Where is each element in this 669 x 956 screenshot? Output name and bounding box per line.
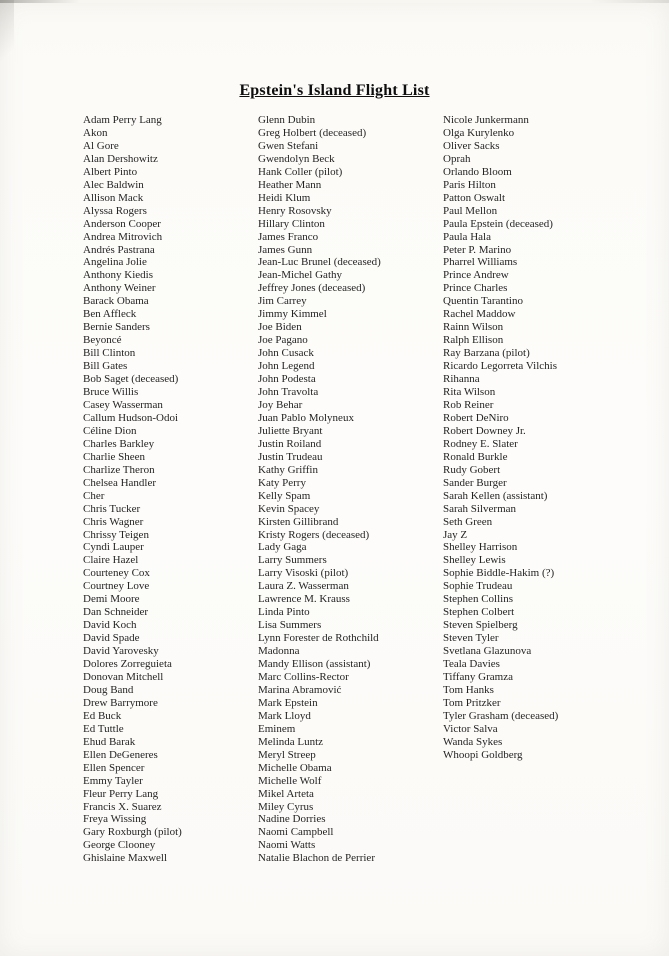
name-column-2 [258,114,443,865]
list-item: Oliver Sacks [443,139,500,152]
list-item: Drew Barrymore [83,696,158,709]
list-item: Bill Clinton [83,347,136,360]
list-item: Naomi Watts [258,839,316,852]
list-item: Andrés Pastrana [83,243,155,256]
list-item: Peter P. Marino [443,243,512,256]
list-item: Stephen Collins [443,593,513,606]
list-item: Alan Dershowitz [83,152,158,165]
list-item: Oprah [443,152,471,165]
list-item: Marc Collins-Rector [258,670,349,683]
list-item: Tyler Grasham (deceased) [443,709,559,722]
list-item: Steven Spielberg [443,619,518,632]
list-item: Kristy Rogers (deceased) [258,528,370,541]
list-item: Ellen DeGeneres [83,748,158,761]
list-item: Freya Wissing [83,813,147,826]
list-item: Juan Pablo Molyneux [258,411,354,424]
list-item: Prince Charles [443,282,508,295]
list-item: Sarah Silverman [443,502,517,515]
list-item: Chris Wagner [83,515,144,528]
list-item: David Yarovesky [83,645,159,658]
list-item: Chris Tucker [83,502,141,515]
list-item: Jean-Luc Brunel (deceased) [258,256,381,269]
list-item: Jean-Michel Gathy [258,269,342,282]
list-item: Chrissy Teigen [83,528,149,541]
list-item: Kirsten Gillibrand [258,515,339,528]
list-item: Dan Schneider [83,606,149,619]
list-item: Albert Pinto [83,165,138,178]
list-item: Michelle Obama [258,761,332,774]
list-item: Henry Rosovsky [258,204,332,217]
list-item: Beyoncé [83,334,122,347]
list-item: Gary Roxburgh (pilot) [83,826,182,839]
list-item: Kelly Spam [258,489,311,502]
list-item: Ralph Ellison [443,334,504,347]
list-item: Jay Z [443,528,468,541]
list-item: Olga Kurylenko [443,126,515,139]
list-item: Ghislaine Maxwell [83,852,168,865]
list-item: Shelley Harrison [443,541,518,554]
list-item: Miley Cyrus [258,800,314,813]
list-item: Shelley Lewis [443,554,506,567]
list-item: Pharrel Williams [443,256,518,269]
list-item: Laura Z. Wasserman [258,580,349,593]
list-item: Joy Behar [258,398,303,411]
list-item: Paul Mellon [443,204,498,217]
list-item: Nadine Dorries [258,813,326,826]
list-item: Charlize Theron [83,463,155,476]
list-item: Patton Oswalt [443,191,506,204]
list-item: Rainn Wilson [443,321,504,334]
name-columns [83,114,669,865]
list-item: Melinda Luntz [258,735,324,748]
list-item: Rodney E. Slater [443,437,518,450]
list-item: Prince Andrew [443,269,509,282]
list-item: Cyndi Lauper [83,541,144,554]
list-item: Stephen Colbert [443,606,515,619]
list-item: Naomi Campbell [258,826,334,839]
list-item: Charles Barkley [83,437,155,450]
list-item: Alec Baldwin [83,178,144,191]
list-item: Ray Barzana (pilot) [443,347,530,360]
list-item: Cher [83,489,105,502]
list-item: Ed Tuttle [83,722,124,735]
list-item: Victor Salva [443,722,498,735]
list-item: Courtney Love [83,580,150,593]
list-item: Robert Downey Jr. [443,424,526,437]
list-item: Teala Davies [443,658,500,671]
list-item: Adam Perry Lang [83,114,162,126]
list-item: Gwendolyn Beck [258,152,335,165]
list-item: Lisa Summers [258,619,322,632]
list-item: Jimmy Kimmel [258,308,327,321]
list-item: Hank Coller (pilot) [258,165,343,178]
list-item: John Legend [258,360,315,373]
list-item: Tiffany Gramza [443,670,513,683]
list-item: Marina Abramović [258,683,342,696]
list-item: Sarah Kellen (assistant) [443,489,548,502]
list-item: Andrea Mitrovich [83,230,163,243]
list-item: Nicole Junkermann [443,114,529,126]
list-item: Natalie Blachon de Perrier [258,852,375,865]
list-item: Akon [83,126,108,139]
list-item: Juliette Bryant [258,424,323,437]
list-item: Ed Buck [83,709,122,722]
list-item: Mandy Ellison (assistant) [258,658,371,671]
list-item: Michelle Wolf [258,774,322,787]
list-item: Rudy Gobert [443,463,501,476]
list-item: Al Gore [83,139,119,152]
list-item: Callum Hudson-Odoi [83,411,179,424]
list-item: Sophie Biddle-Hakim (?) [443,567,555,580]
list-item: Rihanna [443,373,480,386]
list-item: Kevin Spacey [258,502,320,515]
list-item: Justin Trudeau [258,450,323,463]
list-item: Bob Saget (deceased) [83,373,179,386]
list-item: John Travolta [258,386,319,399]
list-item: Katy Perry [258,476,306,489]
list-item: Sophie Trudeau [443,580,513,593]
list-item: Seth Green [443,515,493,528]
list-item: Charlie Sheen [83,450,146,463]
list-item: Tom Pritzker [443,696,501,709]
list-item: Bruce Willis [83,386,139,399]
list-item: Larry Visoski (pilot) [258,567,349,580]
list-item: Doug Band [83,683,134,696]
list-item: Emmy Tayler [83,774,143,787]
list-item: Meryl Streep [258,748,316,761]
list-item: Kathy Griffin [258,463,318,476]
list-item: Justin Roiland [258,437,322,450]
list-item: Heidi Klum [258,191,311,204]
list-item: Steven Tyler [443,632,499,645]
list-item: Alyssa Rogers [83,204,147,217]
list-item: Bernie Sanders [83,321,150,334]
list-item: Sander Burger [443,476,507,489]
list-item: Fleur Perry Lang [83,787,159,800]
list-item: Ehud Barak [83,735,136,748]
list-item: Rob Reiner [443,398,494,411]
list-item: Ellen Spencer [83,761,145,774]
list-item: Ronald Burkle [443,450,508,463]
list-item: Lady Gaga [258,541,307,554]
list-item: Eminem [258,722,296,735]
list-item: Jeffrey Jones (deceased) [258,282,366,295]
list-item: Gwen Stefani [258,139,319,152]
name-column-3 [443,114,643,865]
list-item: Courteney Cox [83,567,150,580]
list-item: Bill Gates [83,360,128,373]
list-item: Donovan Mitchell [83,670,164,683]
list-item: Rita Wilson [443,386,496,399]
list-item: Dolores Zorreguieta [83,658,172,671]
list-item: Tom Hanks [443,683,494,696]
list-item: Joe Biden [258,321,302,334]
list-item: Angelina Jolie [83,256,147,269]
list-item: Barack Obama [83,295,149,308]
list-item: Larry Summers [258,554,327,567]
list-item: Greg Holbert (deceased) [258,126,367,139]
list-item: Lawrence M. Krauss [258,593,350,606]
list-item: Mikel Arteta [258,787,314,800]
list-item: David Koch [83,619,137,632]
list-item: Anthony Kiedis [83,269,153,282]
list-item: Paris Hilton [443,178,496,191]
list-item: Francis X. Suarez [83,800,162,813]
list-item: Orlando Bloom [443,165,512,178]
list-item: Claire Hazel [83,554,139,567]
list-item: James Gunn [258,243,313,256]
list-item: Casey Wasserman [83,398,163,411]
list-item: Whoopi Goldberg [443,748,523,761]
list-item: James Franco [258,230,319,243]
list-item: Madonna [258,645,300,658]
list-item: David Spade [83,632,140,645]
list-item: Mark Epstein [258,696,318,709]
list-item: Ben Affleck [83,308,137,321]
list-item: Wanda Sykes [443,735,503,748]
page-title: Epstein's Island Flight List [239,82,430,99]
list-item: Glenn Dubin [258,114,316,126]
list-item: Céline Dion [83,424,137,437]
list-item: Anthony Weiner [83,282,156,295]
list-item: Ricardo Legorreta Vilchis [443,360,557,373]
list-item: Linda Pinto [258,606,310,619]
list-item: Paula Epstein (deceased) [443,217,553,230]
list-item: George Clooney [83,839,156,852]
list-item: Jim Carrey [258,295,307,308]
list-item: Paula Hala [443,230,491,243]
list-item: Anderson Cooper [83,217,161,230]
list-item: Lynn Forester de Rothchild [258,632,379,645]
list-item: Robert DeNiro [443,411,509,424]
list-item: Joe Pagano [258,334,308,347]
name-column-1 [83,114,258,865]
list-item: John Cusack [258,347,314,360]
list-item: Demi Moore [83,593,140,606]
list-item: Quentin Tarantino [443,295,523,308]
list-item: Chelsea Handler [83,476,156,489]
list-item: Heather Mann [258,178,322,191]
list-item: Mark Lloyd [258,709,311,722]
list-item: Rachel Maddow [443,308,516,321]
list-item: Svetlana Glazunova [443,645,532,658]
list-item: John Podesta [258,373,316,386]
list-item: Allison Mack [83,191,144,204]
list-item: Hillary Clinton [258,217,325,230]
